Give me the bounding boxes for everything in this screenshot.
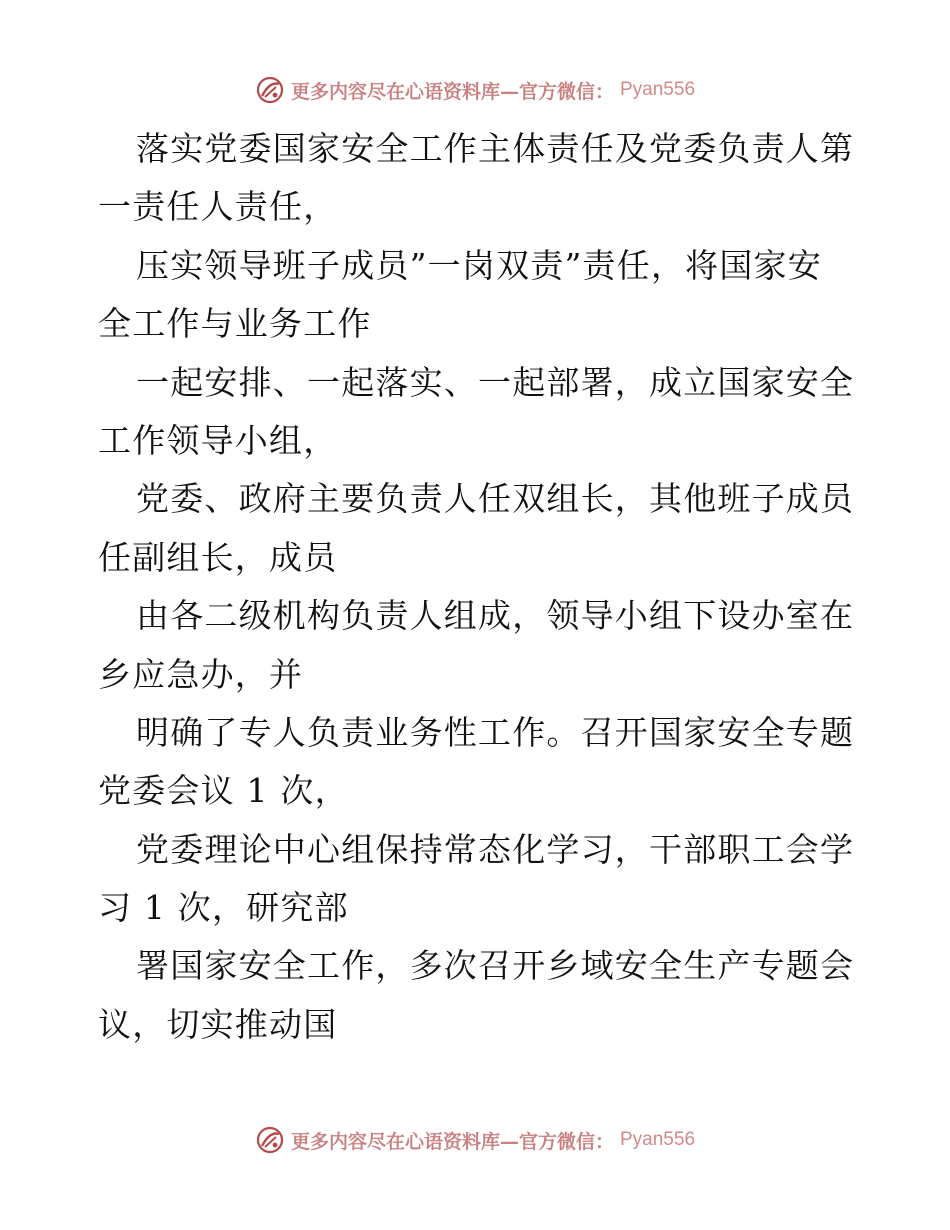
watermark-id: Pyan556 xyxy=(620,1129,696,1150)
watermark-logo-icon xyxy=(255,75,285,105)
text-line: 党委会议 1 次， xyxy=(98,771,349,811)
text-line: 署国家安全工作，多次召开乡域安全生产专题会 xyxy=(136,946,855,986)
text-line: 明确了专人负责业务性工作。召开国家安全专题 xyxy=(136,712,855,752)
text-line: 党委、政府主要负责人任双组长，其他班子成员 xyxy=(136,479,855,519)
text-line: 一责任人责任， xyxy=(98,187,338,227)
text-line: 习 1 次，研究部 xyxy=(98,888,349,928)
document-body xyxy=(98,120,858,1054)
footer-watermark xyxy=(0,1120,950,1160)
text-line: 压实领导班子成员”一岗双责”责任，将国家安 xyxy=(136,245,822,285)
watermark-text: 更多内容尽在心语资料库—官方微信： xyxy=(290,1130,614,1153)
text-line: 落实党委国家安全工作主体责任及党委负责人第 xyxy=(136,129,855,168)
text-line: 全工作与业务工作 xyxy=(98,304,372,344)
text-line: 乡应急办，并 xyxy=(98,654,304,694)
text-line: 工作领导小组， xyxy=(98,420,338,460)
watermark-logo-icon xyxy=(255,1125,285,1155)
watermark-id: Pyan556 xyxy=(620,79,696,100)
text-line: 议，切实推动国 xyxy=(98,1004,338,1044)
text-line: 由各二级机构负责人组成，领导小组下设办室在 xyxy=(136,596,855,636)
watermark-text: 更多内容尽在心语资料库—官方微信： xyxy=(290,80,614,103)
header-watermark xyxy=(0,70,950,110)
text-line: 一起安排、一起落实、一起部署，成立国家安全 xyxy=(136,362,855,402)
text-line: 党委理论中心组保持常态化学习，干部职工会学 xyxy=(136,829,855,869)
text-line: 任副组长，成员 xyxy=(98,537,338,577)
